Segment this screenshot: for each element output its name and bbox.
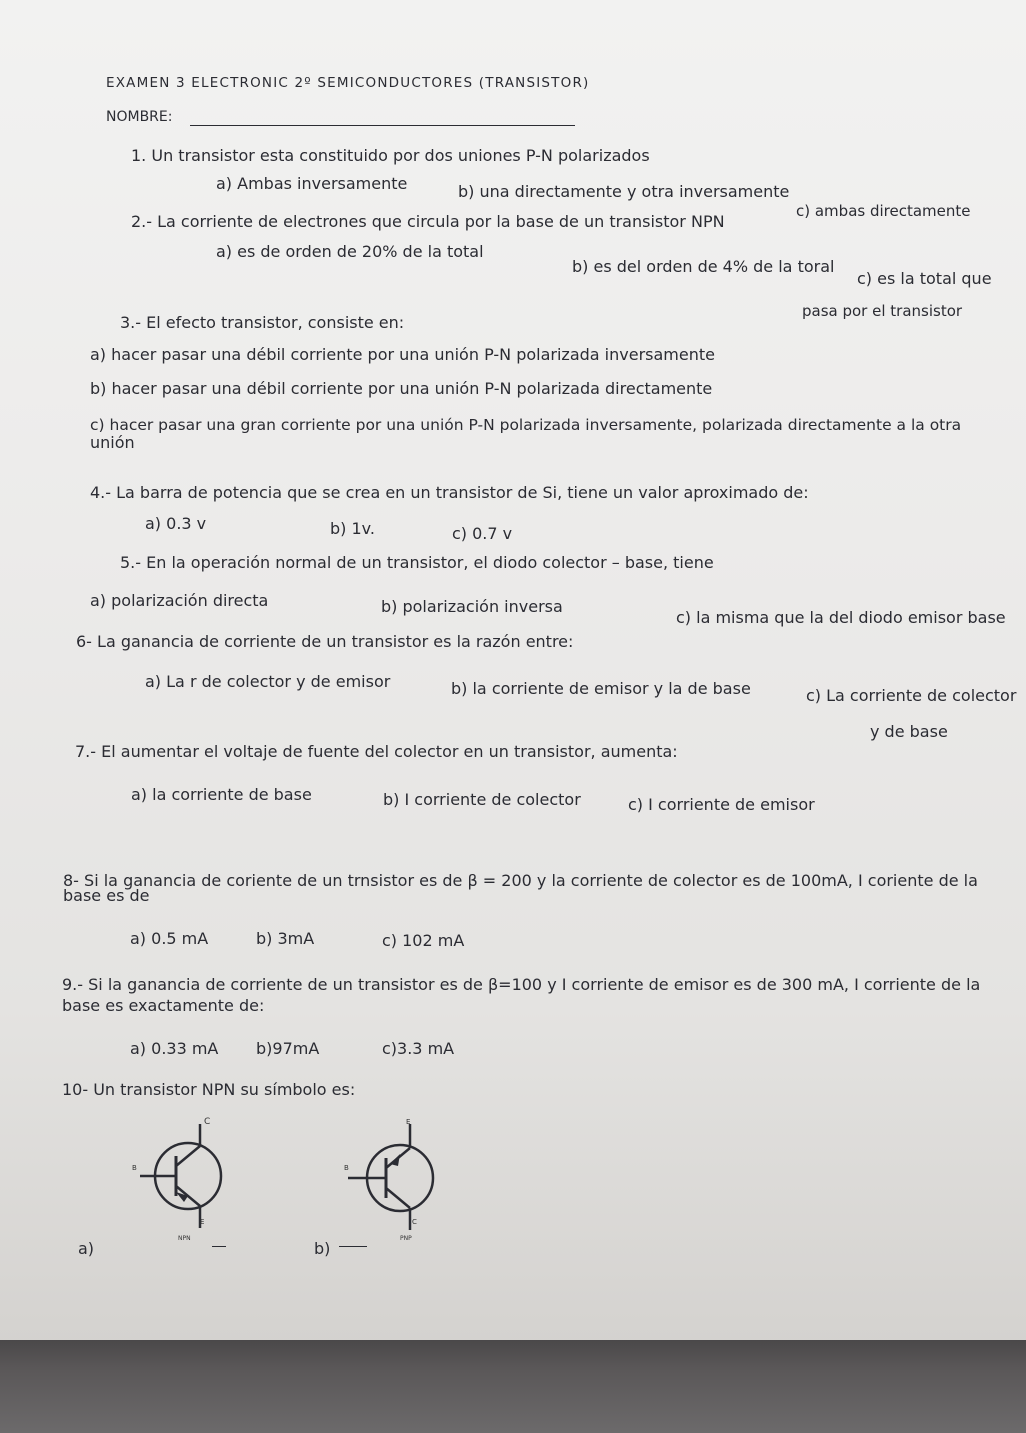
q9-option-c: c)3.3 mA [382,1039,455,1058]
npn-label: NPN [178,1235,191,1242]
q6-option-b: b) la corriente de emisor y la de base [451,679,751,698]
q10-option-b: b) [314,1239,331,1258]
question-8-cont: base es de [63,886,150,905]
q5-option-b: b) polarización inversa [381,597,563,616]
q4-option-c: c) 0.7 v [452,524,513,543]
exam-title: EXAMEN 3 ELECTRONIC 2º SEMICONDUCTORES (TRANSISTOR) [106,75,590,91]
question-5: 5.- En la operación normal de un transistor, el diodo colector – base, tiene [120,553,714,572]
q2-option-a: a) es de orden de 20% de la total [216,242,484,261]
question-10: 10- Un transistor NPN su símbolo es: [62,1080,356,1099]
q9-option-a: a) 0.33 mA [130,1039,219,1058]
q10-option-a: a) [78,1239,95,1258]
pnp-b-label: B [344,1164,349,1172]
pnp-e-label: E [406,1118,411,1126]
question-8: 8- Si la ganancia de coriente de un trnsistor es de β = 200 y la corriente de colector es de 100mA, I coriente de la [63,871,978,890]
background-surface [0,1340,1026,1433]
q7-option-a: a) la corriente de base [131,785,312,804]
npn-e-label: E [200,1218,205,1226]
q2-option-c-cont: pasa por el transistor [802,302,963,320]
question-3: 3.- El efecto transistor, consiste en: [120,313,405,332]
q8-option-a: a) 0.5 mA [130,929,209,948]
pnp-transistor-symbol-icon [342,1120,452,1250]
q1-option-c: c) ambas directamente [796,202,971,220]
npn-transistor-symbol-icon [130,1116,240,1246]
q7-option-b: b) I corriente de colector [383,790,581,809]
q8-option-c: c) 102 mA [382,931,465,950]
q8-option-b: b) 3mA [256,929,315,948]
name-label: NOMBRE: [106,109,173,125]
question-1: 1. Un transistor esta constituido por dos uniones P-N polarizados [131,146,650,165]
q4-option-b: b) 1v. [330,519,375,538]
q2-option-b: b) es del orden de 4% de la toral [572,257,835,276]
question-9: 9.- Si la ganancia de corriente de un transistor es de β=100 y I corriente de emisor es de 300 mA, I corriente de la [62,975,981,994]
q3-option-a: a) hacer pasar una débil corriente por una unión P-N polarizada inversamente [90,345,715,364]
pnp-label: PNP [400,1235,412,1242]
q5-option-a: a) polarización directa [90,591,269,610]
q6-option-a: a) La r de colector y de emisor [145,672,391,691]
npn-b-label: B [132,1164,137,1172]
q9-option-b: b)97mA [256,1039,320,1058]
question-7: 7.- El aumentar el voltaje de fuente del colector en un transistor, aumenta: [75,742,678,761]
q4-option-a: a) 0.3 v [145,514,207,533]
q1-option-b: b) una directamente y otra inversamente [458,182,790,201]
question-6: 6- La ganancia de corriente de un transistor es la razón entre: [76,632,574,651]
question-9-cont: base es exactamente de: [62,996,265,1015]
question-2: 2.- La corriente de electrones que circula por la base de un transistor NPN [131,212,725,231]
q7-option-c: c) I corriente de emisor [628,795,815,814]
q2-option-c: c) es la total que [857,269,992,288]
q6-option-c-cont: y de base [870,722,948,741]
q3-option-b: b) hacer pasar una débil corriente por una unión P-N polarizada directamente [90,379,713,398]
q6-option-c: c) La corriente de colector [806,686,1017,705]
q3-option-c-cont: unión [90,433,135,452]
q10-answer-line-a [212,1246,226,1247]
question-4: 4.- La barra de potencia que se crea en un transistor de Si, tiene un valor aproximado de: [90,483,809,502]
name-line [190,125,575,126]
q3-option-c: c) hacer pasar una gran corriente por una unión P-N polarizada inversamente, polarizada directamente a la otra [90,416,962,434]
q1-option-a: a) Ambas inversamente [216,174,408,193]
q5-option-c: c) la misma que la del diodo emisor base [676,608,1006,627]
npn-c-label: C [204,1117,211,1127]
pnp-c-label: C [412,1218,417,1226]
